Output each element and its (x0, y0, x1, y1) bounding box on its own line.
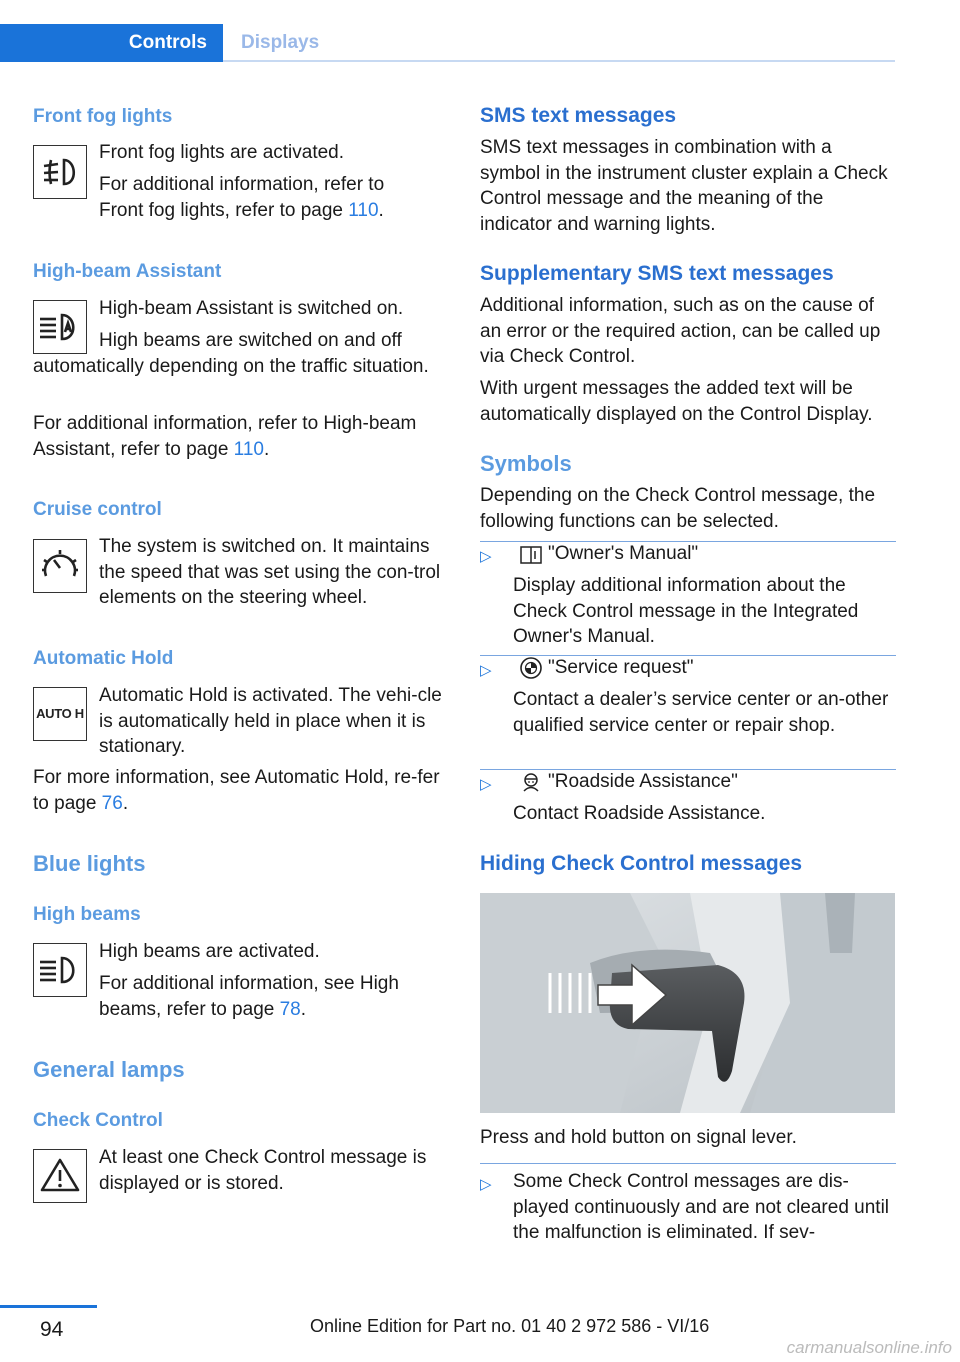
sms-text: SMS text messages in combination with a symbol in the instrument cluster explain a Check Control message and the meaning of the indicator and warning lights. (480, 137, 888, 235)
bullet-arrow-icon: ▷ (480, 776, 492, 793)
tab-displays[interactable]: Displays (241, 32, 320, 53)
bullet-arrow-icon: ▷ (480, 662, 492, 679)
cruise-control-text: The system is switched on. It maintains the speed that was set using the con-trol elements on the steering wheel. (99, 536, 441, 608)
symbol-roadside-desc: Contact Roadside Assistance. (513, 803, 766, 824)
high-beams-text-2 (99, 971, 429, 1022)
period: . (122, 792, 129, 814)
automatic-hold-heading: Automatic Hold (33, 648, 174, 669)
hba-ref-text: For additional information, refer to High-beam Assistant, refer to page (33, 413, 417, 460)
supplementary-sms-text-1: Additional information, such as on the cause of an error or the required action, can be called up via Check Control. (480, 295, 881, 367)
front-fog-heading: Front fog lights (33, 106, 173, 127)
high-beams-text-1: High beams are activated. (99, 941, 320, 962)
front-fog-text-2 (99, 172, 429, 223)
footer-accent-line (0, 1305, 97, 1308)
supplementary-sms-text-2: With urgent messages the added text will be automatically displayed on the Control Display. (480, 378, 873, 425)
tab-controls[interactable]: Controls (0, 24, 223, 62)
high-beam-assistant-text-1: High-beam Assistant is switched on. (99, 298, 404, 319)
symbol-roadside-title: "Roadside Assistance" (548, 771, 738, 792)
auto-hold-icon-label: AUTO H (36, 706, 84, 721)
cruise-control-icon (33, 539, 87, 593)
mechanic-icon (520, 771, 542, 793)
front-fog-lights-icon (33, 145, 87, 199)
symbol-owners-manual-title: "Owner's Manual" (548, 543, 699, 564)
list-separator (480, 1163, 896, 1164)
auto-hold-icon (33, 687, 87, 741)
watermark: carmanualsonline.info (786, 1338, 952, 1357)
hiding-check-control-heading: Hiding Check Control messages (480, 852, 803, 875)
blue-lights-heading: Blue lights (33, 851, 146, 876)
page-number: 94 (40, 1318, 64, 1341)
high-beams-page-link[interactable]: 78 (279, 998, 301, 1020)
period: . (378, 199, 384, 221)
high-beam-assistant-text-2: High beams are switched on and off automatically depending on the traffic situation. (33, 330, 429, 377)
symbol-service-request-title: "Service request" (548, 657, 694, 678)
check-control-text: At least one Check Control message is displayed or is stored. (99, 1147, 427, 1194)
symbol-service-request-desc: Contact a dealer’s service center or an-other qualified service center or repair shop. (513, 689, 889, 736)
symbols-text: Depending on the Check Control message, the following functions can be selected. (480, 485, 876, 532)
book-icon (520, 546, 542, 564)
high-beams-ref-text: For additional information, see High beams, refer to page (99, 973, 399, 1020)
high-beams-icon (33, 943, 87, 997)
hold-ref-text: For more information, see Automatic Hold, re-fer to page (33, 767, 440, 814)
hiding-bullet-text: Some Check Control messages are dis-played continuously and are not cleared until the malfunction is eliminated. If sev- (513, 1171, 890, 1243)
front-fog-text-1: Front fog lights are activated. (99, 142, 345, 163)
check-control-heading: Check Control (33, 1110, 163, 1131)
cruise-control-heading: Cruise control (33, 499, 162, 520)
high-beam-assistant-text-3 (33, 411, 448, 462)
front-fog-page-link[interactable]: 110 (348, 199, 379, 221)
signal-lever-illustration (480, 893, 895, 1113)
edition-text: Online Edition for Part no. 01 40 2 972 586 - VI/16 (310, 1316, 710, 1336)
tab-underline (223, 60, 895, 62)
period: . (300, 998, 307, 1020)
high-beams-heading: High beams (33, 904, 141, 925)
supplementary-sms-heading: Supplementary SMS text messages (480, 262, 834, 285)
front-fog-ref-text: For additional information, refer to Front fog lights, refer to page (99, 174, 385, 221)
symbols-heading: Symbols (480, 451, 572, 476)
high-beam-assistant-heading: High-beam Assistant (33, 261, 222, 282)
symbol-owners-manual-desc: Display additional information about the Check Control message in the Integrated Owner's Manual. (513, 575, 859, 647)
period: . (263, 438, 270, 460)
bmw-logo-icon (520, 657, 542, 679)
hiding-caption: Press and hold button on signal lever. (480, 1127, 797, 1148)
bullet-arrow-icon: ▷ (480, 1176, 492, 1193)
warning-triangle-icon (33, 1149, 87, 1203)
bullet-arrow-icon: ▷ (480, 548, 492, 565)
hba-page-link[interactable]: 110 (233, 438, 264, 460)
automatic-hold-text-2 (33, 765, 448, 816)
general-lamps-heading: General lamps (33, 1057, 185, 1082)
header-tabs (0, 0, 960, 62)
automatic-hold-text-1: Automatic Hold is activated. The vehi-cle is automatically held in place when it is stationary. (99, 685, 442, 757)
hold-page-link[interactable]: 76 (101, 792, 123, 814)
sms-heading: SMS text messages (480, 104, 677, 127)
